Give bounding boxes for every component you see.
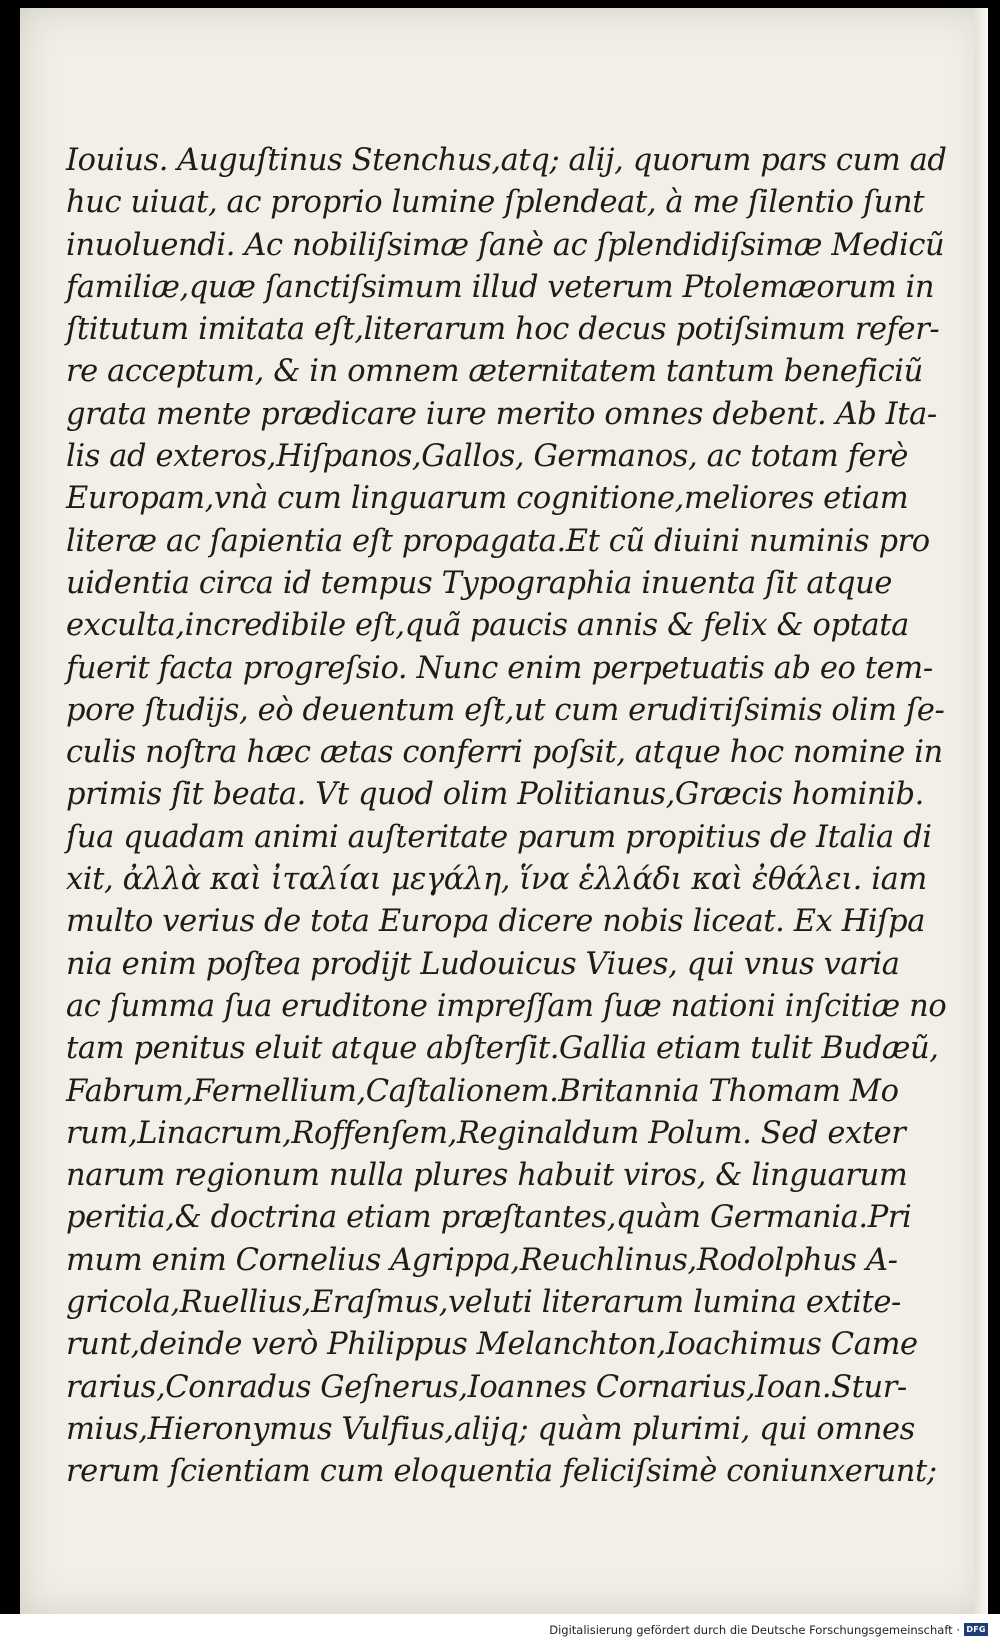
funding-credit: Digitalisierung gefördert durch die Deutsche Forschungsgemeinschaft ·: [549, 1623, 960, 1637]
book-page: [20, 8, 988, 1614]
text-line-25: narum regionum nulla plures habuit viros, & linguarum: [66, 1158, 908, 1194]
text-line-10: literæ ac ſapientia eſt propagata.Et cũ diuini numinis pro: [66, 523, 930, 559]
text-line-32: rerum ſcientiam cum eloquentia feliciſsimè coniunxerunt;: [66, 1454, 937, 1490]
text-line-21: ac ſumma ſua eruditone impreſſam ſuæ nationi inſcitiæ no: [66, 988, 947, 1024]
text-line-31: mius,Hieronymus Vulfius,alijq; quàm plurimi, qui omnes: [66, 1411, 915, 1447]
text-line-22: tam penitus eluit atque abſterſit.Gallia etiam tulit Budæũ,: [66, 1031, 939, 1067]
text-line-24: rum,Linacrum,Roffenſem,Reginaldum Polum. Sed exter: [66, 1115, 906, 1151]
text-line-29: runt,deinde verò Philippus Melanchton,Ioachimus Came: [66, 1327, 918, 1363]
text-line-1: Iouius. Auguſtinus Stenchus,atq; alij, quorum pars cum ad: [66, 143, 947, 178]
text-line-20: nia enim poſtea prodijt Ludouicus Viues, qui vnus varia: [66, 946, 900, 982]
text-line-23: Fabrum,Fernellium,Caſtalionem.Britannia Thomam Mo: [66, 1073, 899, 1109]
text-line-5: ſtitutum imitata eſt,literarum hoc decus potiſsimum refer-: [66, 312, 940, 348]
text-line-16: primis ſit beata. Vt quod olim Politianus,Græcis hominib.: [66, 777, 924, 813]
text-line-27: mum enim Cornelius Agrippa,Reuchlinus,Rodolphus A-: [66, 1242, 898, 1278]
text-line-11: uidentia circa id tempus Typographia inuenta ſit atque: [66, 565, 893, 601]
text-line-7: grata mente prædicare iure merito omnes debent. Ab Ita-: [66, 396, 937, 432]
text-line-13: fuerit facta progreſsio. Nunc enim perpetuatis ab eo tem-: [66, 650, 933, 686]
text-line-9: Europam,vnà cum linguarum cognitione,meliores etiam: [66, 481, 909, 517]
text-line-15: culis noſtra hæc ætas conferri poſsit, atque hoc nomine in: [66, 735, 943, 771]
text-line-14: pore ſtudijs, eò deuentum eſt,ut cum erudiτiſsimis olim ſe-: [66, 692, 945, 728]
page-edge: [974, 8, 988, 1614]
dfg-logo-icon: DFG: [964, 1623, 988, 1636]
text-line-28: gricola,Ruellius,Eraſmus,veluti literarum lumina extite-: [66, 1285, 901, 1321]
text-line-6: re acceptum, & in omnem æternitatem tantum beneficiũ: [66, 354, 923, 390]
text-line-30: rarius,Conradus Geſnerus,Ioannes Cornarius,Ioan.Stur-: [66, 1369, 907, 1405]
text-line-12: exculta,incredibile eſt,quã paucis annis & felix & optata: [66, 608, 909, 644]
text-line-3: inuoluendi. Ac nobiliſsimæ ſanè ac ſplendidiſsimæ Medicũ: [66, 227, 945, 263]
text-line-18: xit, ἀλλὰ καὶ ἰταλίαι μεγάλη, ἵνα ἑλλάδι καὶ ἐθάλει. iam: [66, 862, 927, 898]
text-line-26: peritia,& doctrina etiam præſtantes,quàm Germania.Pri: [66, 1200, 912, 1236]
text-line-4: familiæ,quæ ſanctiſsimum illud veterum Ptolemæorum in: [66, 269, 935, 305]
text-line-2: huc uiuat, ac proprio lumine ſplendeat, à me ſilentio ſunt: [66, 185, 925, 221]
text-line-19: multo verius de tota Europa dicere nobis liceat. Ex Hiſpa: [66, 904, 926, 940]
text-line-8: lis ad exteros,Hiſpanos,Gallos, Germanos, ac totam ferè: [66, 439, 909, 475]
body-text: [66, 140, 947, 1494]
text-line-17: ſua quadam animi auſteritate parum propitius de Italia di: [66, 819, 932, 855]
footer-bar: [0, 1614, 1000, 1644]
